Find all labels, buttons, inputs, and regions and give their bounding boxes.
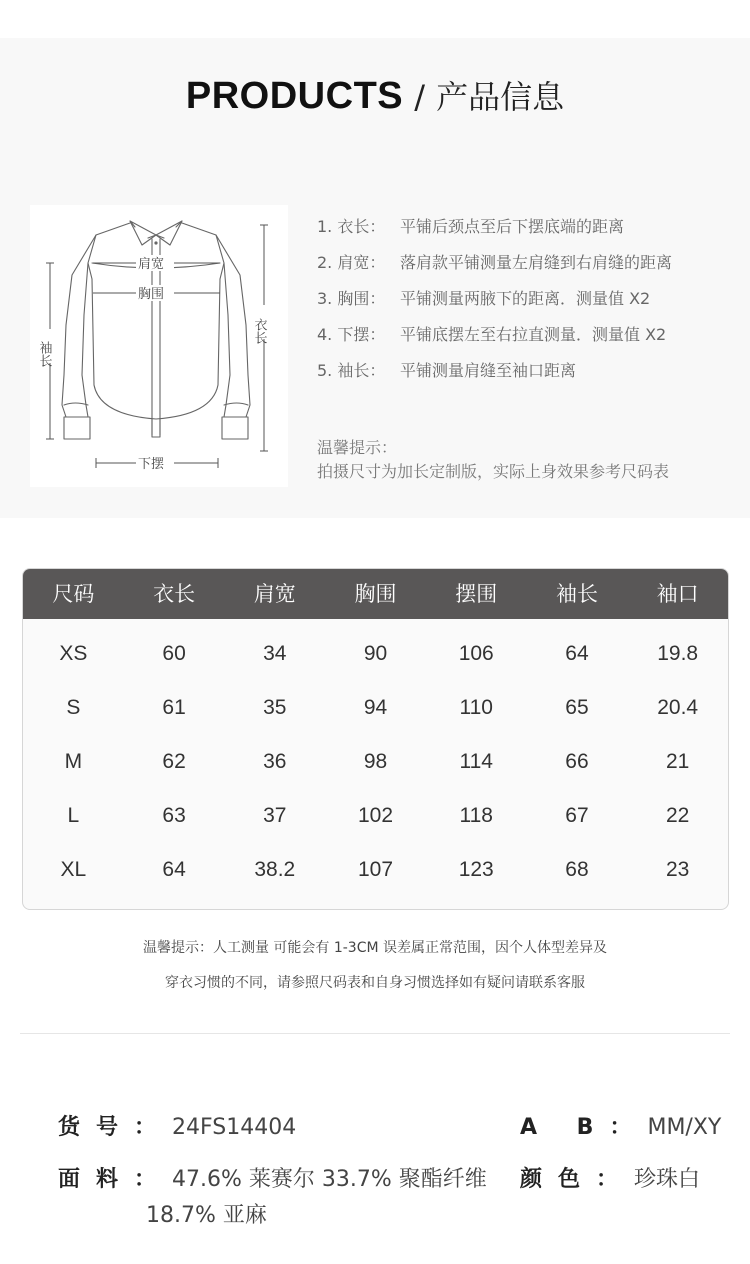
fabric-value-line2: 18.7% 亚麻: [146, 1203, 267, 1228]
table-row: L 63 37 102 118 67 22: [67, 804, 690, 827]
measurement-row: 2. 肩宽： 落肩款平铺测量左肩缝到右肩缝的距离: [317, 253, 673, 272]
label-hem: 下摆: [138, 457, 165, 472]
header-length: 衣长: [153, 582, 196, 606]
label-chest: 胸围: [138, 287, 165, 302]
label-sleeve: 袖长: [36, 341, 52, 367]
size-table: [22, 568, 729, 910]
header-sleeve: 袖长: [555, 582, 598, 606]
ab-value: MM/XY: [647, 1115, 722, 1140]
measurement-row: 4. 下摆： 平铺底摆左至右拉直测量．测量值 X2: [317, 325, 667, 344]
header-size: 尺码: [52, 582, 95, 606]
fabric-label: 面料：: [58, 1167, 173, 1192]
label-shoulder: 肩宽: [138, 257, 165, 272]
title-separator: /: [414, 78, 425, 116]
color-value: 珍珠白: [634, 1167, 701, 1192]
measurement-row: 3. 胸围： 平铺测量两腋下的距离．测量值 X2: [317, 289, 651, 308]
title-en: PRODUCTS: [185, 75, 404, 117]
table-row: S 61 35 94 110 65 20.4: [66, 696, 699, 719]
sku-info: [58, 1113, 296, 1143]
sku-label: 货号：: [58, 1115, 173, 1140]
header-shoulder: 肩宽: [253, 582, 296, 606]
measurement-row: 5. 袖长： 平铺测量肩缝至袖口距离: [317, 361, 577, 380]
label-length: 衣长: [251, 318, 267, 344]
title-zh: 产品信息: [436, 78, 565, 116]
photo-tip: [317, 436, 669, 484]
table-row: M 62 36 98 114 66 21: [64, 750, 690, 773]
table-row: XL 64 38.2 107 123 68 23: [60, 858, 690, 881]
measurement-guide: [317, 214, 737, 394]
ab-info: [520, 1113, 721, 1143]
measurement-row: 1. 衣长： 平铺后颈点至后下摆底端的距离: [317, 217, 625, 236]
size-table-body: [23, 619, 728, 897]
measure-note-line2: 穿衣习惯的不同，请参照尺码表和自身习惯选择如有疑问请联系客服: [165, 975, 585, 991]
section-divider: [20, 1033, 730, 1034]
color-label: 颜色：: [520, 1167, 635, 1192]
sku-value: 24FS14404: [172, 1115, 297, 1140]
shirt-diagram: [30, 205, 288, 487]
table-row: XS 60 34 90 106 64 19.8: [59, 642, 699, 665]
measure-note-line1: 温馨提示：人工测量 可能会有 1-3CM 误差属正常范围，因个人体型差异及: [142, 940, 608, 956]
header-hem: 摆围: [455, 582, 498, 606]
header-chest: 胸围: [354, 582, 397, 606]
color-info: [520, 1165, 700, 1195]
fabric-value-line1: 47.6% 莱赛尔 33.7% 聚酯纤维: [172, 1167, 487, 1192]
ab-label: A B：: [520, 1115, 648, 1140]
fabric-info: [58, 1165, 487, 1195]
page-title: [0, 72, 750, 118]
header-cuff: 袖口: [656, 582, 699, 606]
tip-title: 温馨提示：: [317, 438, 398, 457]
tip-text: 拍摄尺寸为加长定制版，实际上身效果参考尺码表: [317, 462, 670, 481]
size-table-header: [23, 569, 728, 619]
fabric-info-cont: [146, 1201, 267, 1231]
